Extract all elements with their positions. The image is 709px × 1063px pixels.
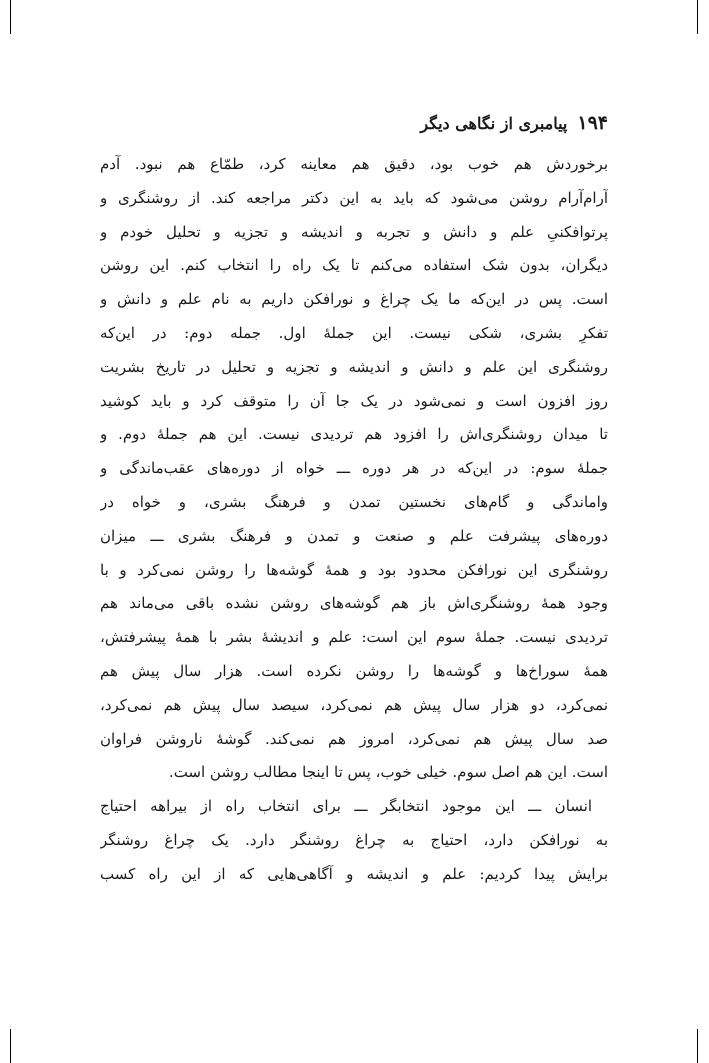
text-line: دوره‌های پیشرفت علم و صنعت و تمدن و فرهنگ بشری ـــ میزان [100,526,608,545]
body-text [100,148,608,892]
page-number: ۱۹۴ [577,112,608,134]
crop-mark-top-right [697,0,698,34]
text-line: آرام‌آرام روشن می‌شود که باید به این دکتر مراجعه کند. از روشنگری و [100,188,608,207]
paragraph-2 [100,790,608,891]
text-line: صد سال پیش هم نمی‌کرد، امروز هم نمی‌کند. گوشهٔ ناروشن فراوان [100,729,608,748]
crop-mark-bottom-left [10,1029,11,1063]
text-line: همهٔ سوراخ‌ها و گوشه‌ها را روشن نکرده است. هزار سال پیش هم [100,661,608,680]
text-line: روز افزون است و نمی‌شود در یک جا آن را متوقف کرد و باید کوشید [100,391,608,410]
paragraph-1 [100,148,608,790]
text-line: به نورافکن دارد، احتیاج به چراغ روشنگر دارد. یک چراغ روشنگر [100,830,608,849]
text-line: پرتوافکنیِ علم و دانش و تجربه و اندیشه و تجزیه و تحلیل خودم و [100,222,608,241]
text-line: برایش پیدا کردیم: علم و اندیشه و آگاهی‌هایی که از این راه کسب [100,864,608,883]
text-line: نمی‌کرد، دو هزار سال پیش هم نمی‌کرد، سیصد سال پیش هم نمی‌کرد، [100,695,608,714]
text-line: است. این هم اصل سوم. خیلی خوب، پس تا اینجا مطالب روشن است. [168,763,608,782]
text-line: تفکرِ بشری، شکی نیست. این جملهٔ اول. جمله دوم: در این‌که [100,323,608,342]
page-header [100,112,608,136]
crop-mark-bottom-right [697,1029,698,1063]
text-line: دیگران، بدون شک استفاده می‌کنم تا یک راه را انتخاب کنم. این روشن [100,256,608,275]
text-line: تا میدان روشنگری‌اش را افزود هم تردیدی نیست. این هم جملهٔ دوم. و [100,425,608,444]
text-line: روشنگری این علم و دانش و اندیشه و تجزیه و تحلیل در تاریخ بشریت [100,357,608,376]
text-line: واماندگی و گام‌های نخستین تمدن و فرهنگ بشری، و خواه در [100,492,608,511]
text-line: وجود همهٔ روشنگری‌اش باز هم گوشه‌های روشن نشده باقی می‌ماند هم [100,594,608,613]
text-line: انسان ـــ این موجود انتخابگر ـــ برای انتخاب راه از بیراهه احتیاج [100,797,592,816]
crop-mark-top-left [10,0,11,34]
running-title: پیامبری از نگاهی دیگر [420,114,568,133]
text-line: جملهٔ سوم: در این‌که در هر دوره ـــ خواه از دوره‌های عقب‌ماندگی و [100,459,608,478]
text-line: تردیدی نیست. جملهٔ سوم این است: علم و اندیشهٔ بشر با همهٔ پیشرفتش، [100,628,608,647]
text-line: روشنگری این نورافکن محدود بود و همهٔ گوشه‌ها را روشن نمی‌کرد و با [100,560,608,579]
text-line: برخوردش هم خوب بود، دقیق هم معاینه کرد، طمّاع هم نبود. آدم [100,155,608,173]
text-line: است. پس در این‌که ما یک چراغ و نورافکن داریم به نام علم و دانش و [100,290,608,309]
